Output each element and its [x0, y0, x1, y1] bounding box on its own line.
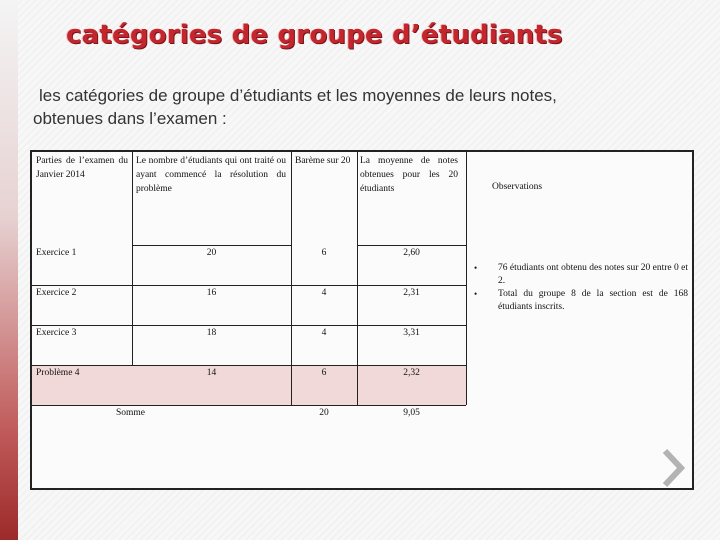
- header-bareme: Barème sur 20: [295, 156, 351, 166]
- row-2-partie: Exercice 2: [36, 288, 77, 298]
- row-1-nombre: 20: [206, 248, 217, 258]
- row-3-nombre: 18: [206, 328, 217, 338]
- results-table: [30, 150, 694, 490]
- observation-item: • 76 étudiants ont obtenu des notes sur 20 entre 0 et 2.: [472, 262, 688, 288]
- row-2-nombre: 16: [206, 288, 217, 298]
- next-slide-chevron-icon[interactable]: [662, 448, 686, 488]
- left-accent-bar: [0, 0, 18, 540]
- row-4-partie: Problème 4: [36, 368, 80, 378]
- row-4-nombre: 14: [206, 368, 217, 378]
- row-1-partie: Exercice 1: [36, 248, 77, 258]
- total-moyenne: 9,05: [403, 408, 420, 418]
- total-label: Somme: [116, 408, 146, 418]
- row-2-bareme: 4: [321, 288, 327, 298]
- subtitle-line-2: obtenues dans l’examen :: [33, 109, 227, 128]
- header-parties: Parties de l’examen du Janvier 2014: [36, 156, 128, 180]
- header-moyenne: La moyenne de notes obtenues pour les 20 étudiants: [360, 156, 458, 194]
- subtitle: [33, 84, 633, 130]
- row-4-moyenne: 2,32: [403, 368, 420, 378]
- header-observations: Observations: [492, 182, 543, 192]
- row-3-partie: Exercice 3: [36, 328, 77, 338]
- row-1-moyenne: 2,60: [403, 248, 420, 258]
- page-title: catégories de groupe d’étudiants: [66, 20, 563, 50]
- observation-item: • Total du groupe 8 de la section est de 168 étudiants inscrits.: [472, 288, 688, 314]
- row-3-bareme: 4: [321, 328, 327, 338]
- header-nombre: Le nombre d’étudiants qui ont traité ou ayant commencé la résolution du problème: [136, 156, 286, 194]
- row-2-moyenne: 2,31: [403, 288, 420, 298]
- subtitle-line-1: les catégories de groupe d’étudiants et les moyennes de leurs notes,: [39, 86, 557, 105]
- row-3-moyenne: 3,31: [403, 328, 420, 338]
- row-4-bareme: 6: [321, 368, 327, 378]
- total-bareme: 20: [319, 408, 329, 418]
- row-1-bareme: 6: [321, 248, 327, 258]
- observations-list: [472, 262, 688, 314]
